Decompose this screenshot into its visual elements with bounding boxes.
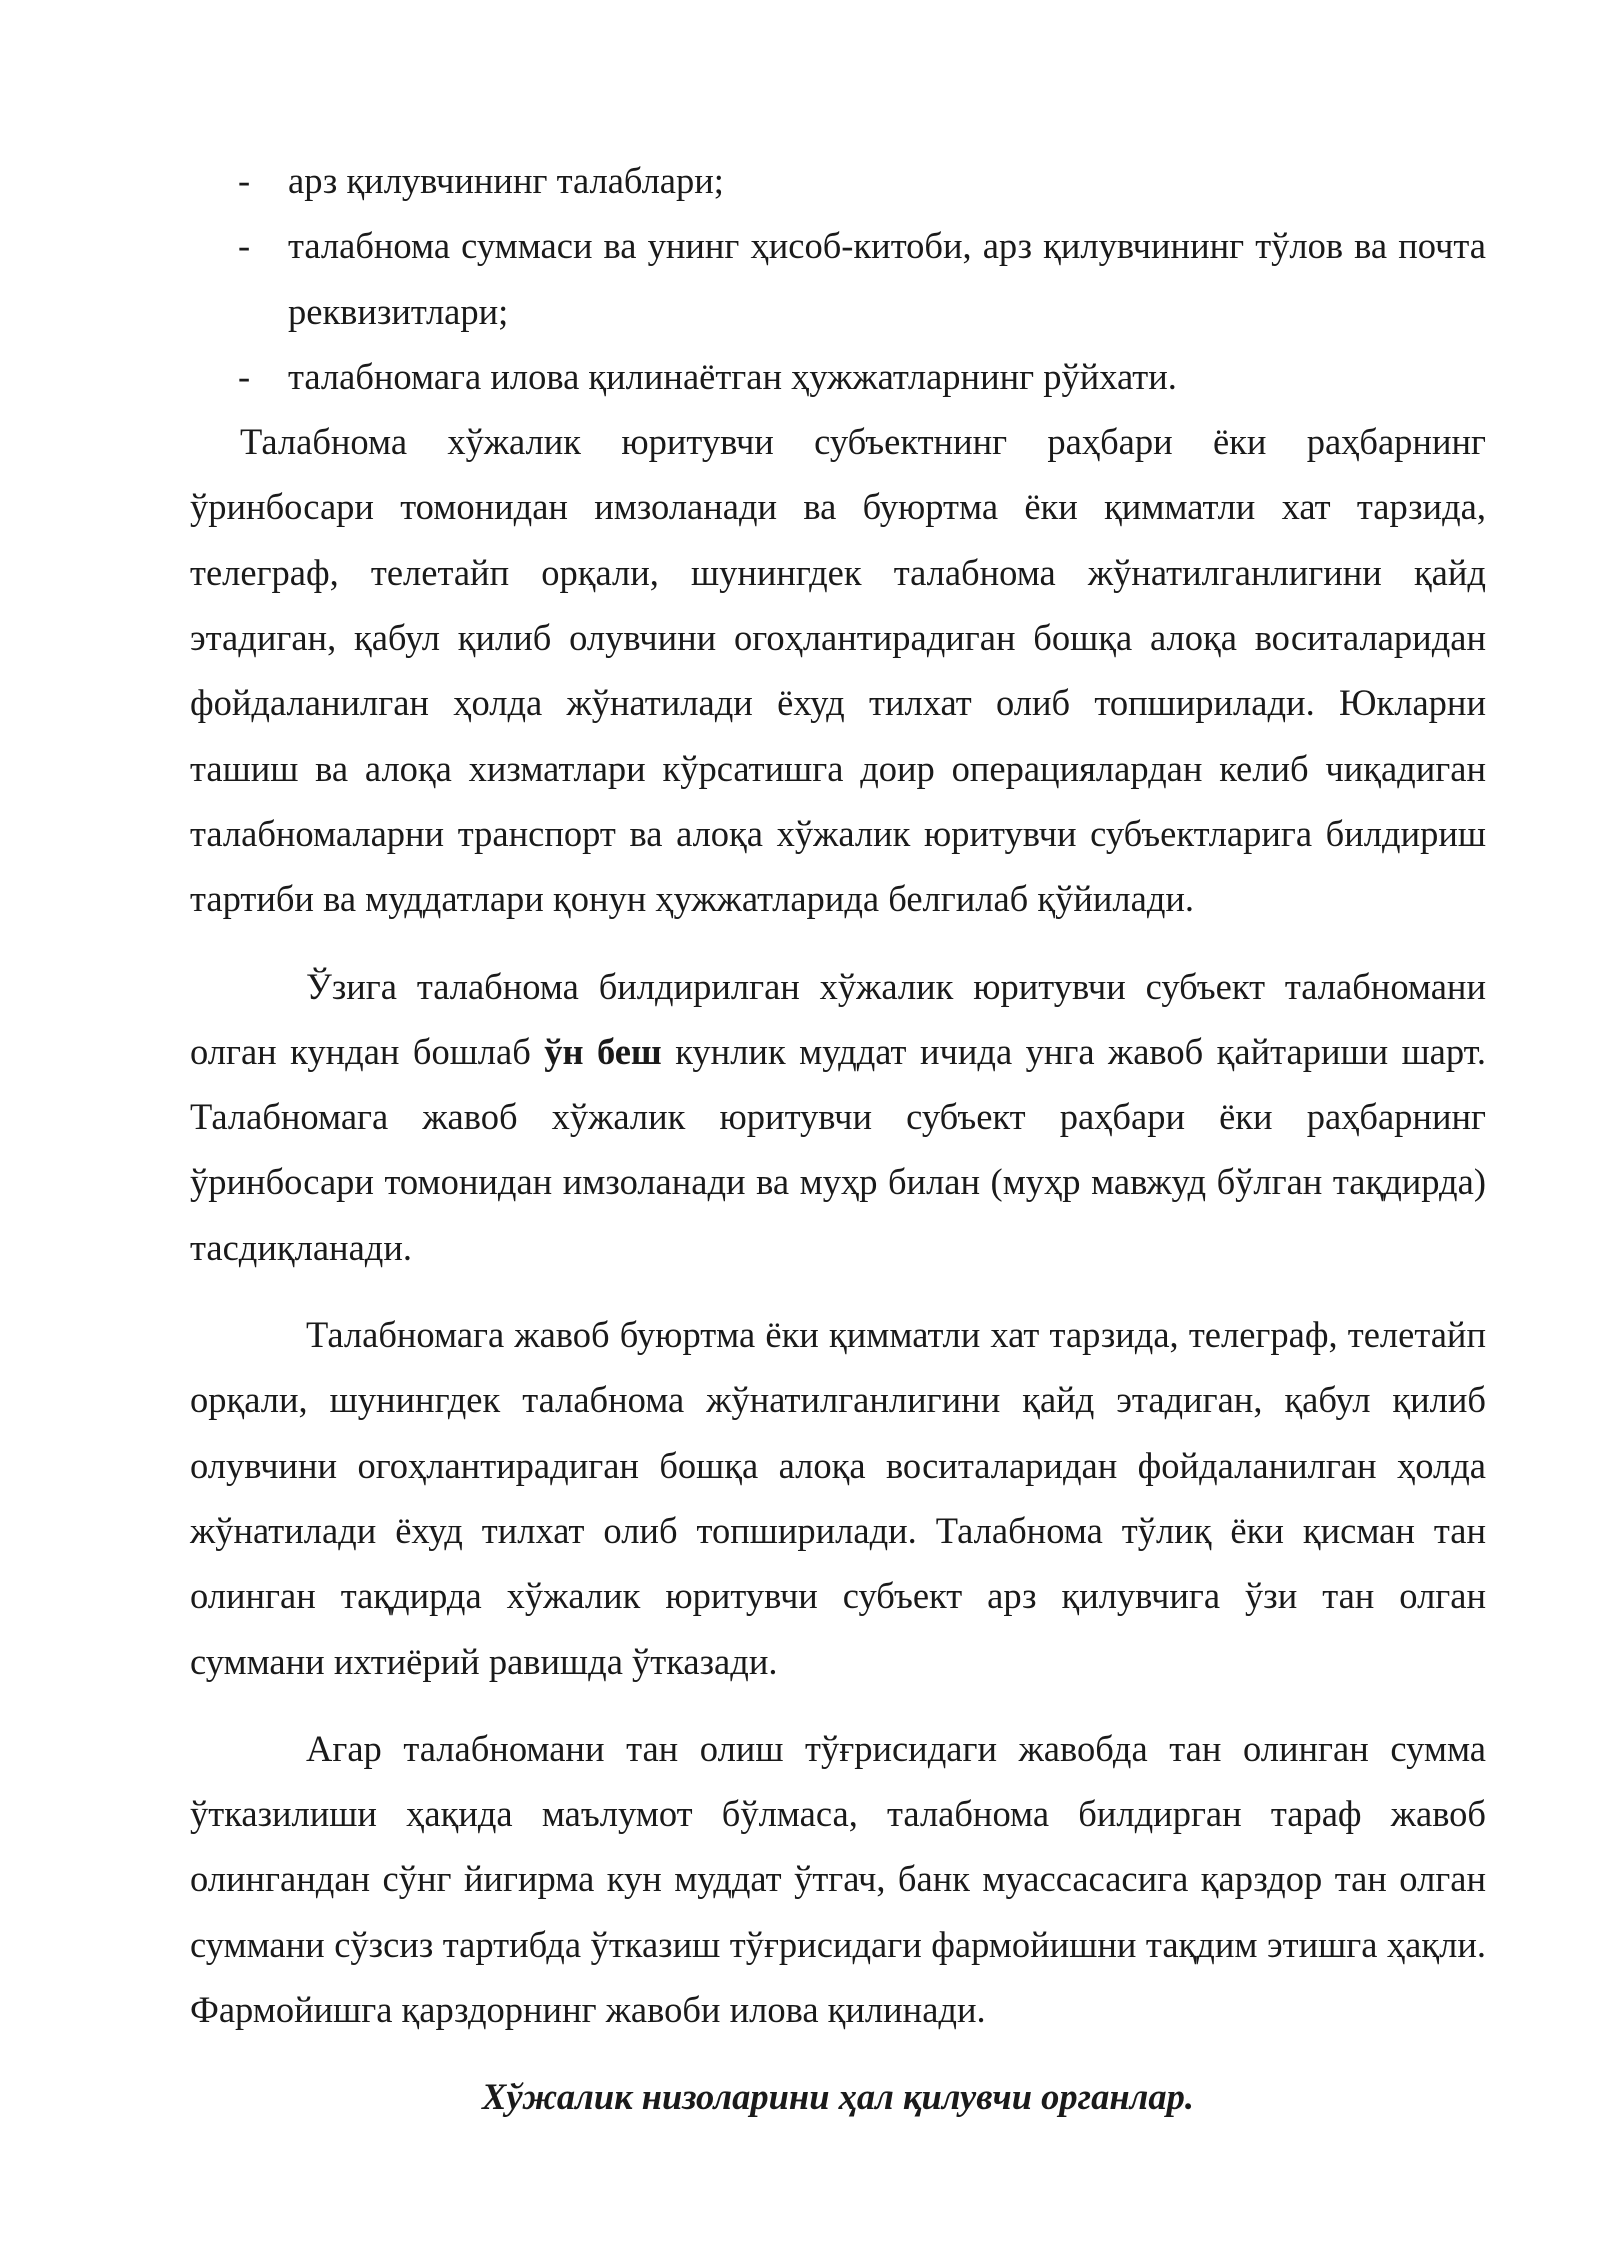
requirements-list (190, 148, 1486, 409)
list-item-text: талабномага илова қилинаётган ҳужжатларнинг рўйхати. (288, 355, 1177, 397)
paragraph-text-before: Ўзига талабнома билдирилган хўжалик юритувчи субъект талабномани олган кундан бошлаб (190, 965, 1486, 1072)
list-item (190, 148, 1486, 213)
paragraph-response-deadline (190, 954, 1486, 1280)
paragraph-text-after: кунлик муддат ичида унга жавоб қайтариши шарт. Талабномага жавоб хўжалик юритувчи субъект раҳбари ёки раҳбарнинг ўринбосари томонидан имзоланади ва муҳр билан (муҳр мавжуд бўлган тақдирда) тасдиқланади. (190, 1030, 1486, 1268)
paragraph-response-delivery: Талабномага жавоб буюртма ёки қимматли хат тарзида, телеграф, телетайп орқали, шунингдек талабнома жўнатилганлигини қайд этадиган, қабул қилиб олувчини огоҳлантирадиган бошқа алоқа воситаларидан фойдаланилган ҳолда жўнатилади ёхуд тилхат олиб топширилади. Талабнома тўлиқ ёки қисман тан олинган тақдирда хўжалик юритувчи субъект арз қилувчига ўзи тан олган суммани ихтиёрий равишда ўтказади. (190, 1314, 1486, 1682)
paragraph-payment-order: Агар талабномани тан олиш тўғрисидаги жавобда тан олинган сумма ўтказилиши ҳақида маълумот бўлмаса, талабнома билдирган тараф жавоб олингандан сўнг йигирма кун муддат ўтгач, банк муассасасига қарздор тан олган суммани сўзсиз тартибда ўтказиш тўғрисидаги фармойишни тақдим этишга ҳақли. Фармойишга қарздорнинг жавоби илова қилинади. (190, 1727, 1486, 2031)
list-item (190, 213, 1486, 344)
paragraph-signing: Талабнома хўжалик юритувчи субъектнинг раҳбари ёки раҳбарнинг ўринбосари томонидан имзоланади ва буюртма ёки қимматли хат тарзида, телеграф, телетайп орқали, шунингдек талабнома жўнатилганлигини қайд этадиган, қабул қилиб олувчини огоҳлантирадиган бошқа алоқа воситаларидан фойдаланилган ҳолда жўнатилади ёхуд тилхат олиб топширилади. Юкларни ташиш ва алоқа хизматлари кўрсатишга доир операциялардан келиб чиқадиган талабномаларни транспорт ва алоқа хўжалик юритувчи субъектларига билдириш тартиби ва муддатлари қонун ҳужжатларида белгилаб қўйилади. (190, 421, 1486, 920)
document-body (190, 148, 1486, 2129)
dash-marker: - (238, 160, 251, 201)
dash-marker: - (238, 355, 251, 397)
list-item (190, 344, 1486, 409)
list-item-text: арз қилувчининг талаблари; (288, 160, 724, 201)
section-heading: Хўжалик низоларини ҳал қилувчи органлар. (482, 2076, 1194, 2118)
list-item-text: талабнома суммаси ва унинг ҳисоб-китоби, арз қилувчининг тўлов ва почта реквизитлари; (288, 225, 1486, 332)
deadline-days-bold: ўн беш (544, 1030, 662, 1072)
dash-marker: - (238, 225, 251, 267)
